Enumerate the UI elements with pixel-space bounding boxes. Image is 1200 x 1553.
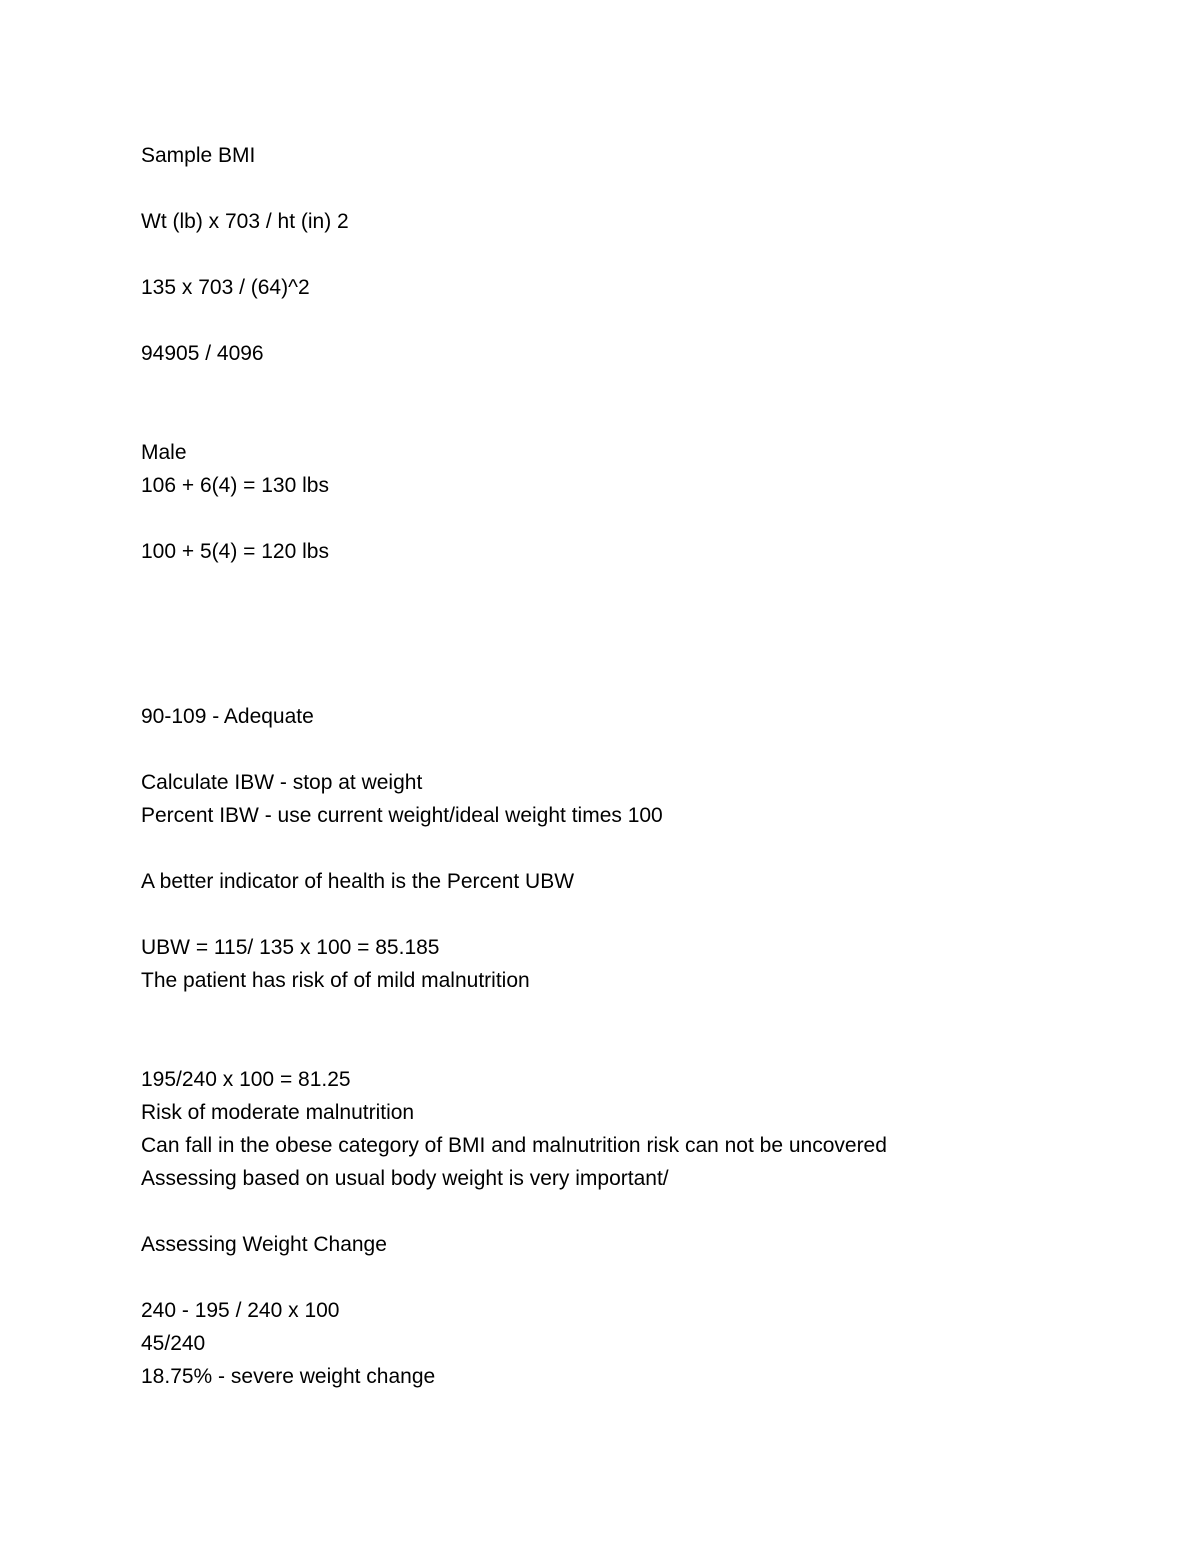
text-line-percent-ibw: Percent IBW - use current weight/ideal weight times 100 — [141, 804, 663, 827]
text-line-weight-change-formula: 240 - 195 / 240 x 100 — [141, 1299, 340, 1322]
text-line-ubw-calc: UBW = 115/ 135 x 100 = 85.185 — [141, 936, 440, 959]
text-line-bmi-formula: Wt (lb) x 703 / ht (in) 2 — [141, 210, 349, 233]
text-line-better-indicator: A better indicator of health is the Percent UBW — [141, 870, 575, 893]
text-line-calculate-ibw: Calculate IBW - stop at weight — [141, 771, 423, 794]
text-line-weight-change-heading: Assessing Weight Change — [141, 1233, 387, 1256]
text-line-male-ibw: 106 + 6(4) = 130 lbs — [141, 474, 329, 497]
text-line-bmi-substitution: 135 x 703 / (64)^2 — [141, 276, 310, 299]
text-line-weight-change-fraction: 45/240 — [141, 1332, 206, 1355]
text-line-sample-bmi: Sample BMI — [141, 144, 256, 167]
text-line-bmi-division: 94905 / 4096 — [141, 342, 264, 365]
text-line-ratio-calc: 195/240 x 100 = 81.25 — [141, 1068, 351, 1091]
text-line-severe-weight-change: 18.75% - severe weight change — [141, 1365, 436, 1388]
text-line-moderate-malnutrition: Risk of moderate malnutrition — [141, 1101, 415, 1124]
text-line-female-ibw: 100 + 5(4) = 120 lbs — [141, 540, 329, 563]
text-line-male: Male — [141, 441, 187, 464]
text-line-obese-category: Can fall in the obese category of BMI and malnutrition risk can not be uncovered — [141, 1134, 887, 1157]
text-line-mild-malnutrition: The patient has risk of of mild malnutrition — [141, 969, 530, 992]
text-line-adequate-range: 90-109 - Adequate — [141, 705, 314, 728]
text-line-usual-body-weight: Assessing based on usual body weight is very important/ — [141, 1167, 669, 1190]
